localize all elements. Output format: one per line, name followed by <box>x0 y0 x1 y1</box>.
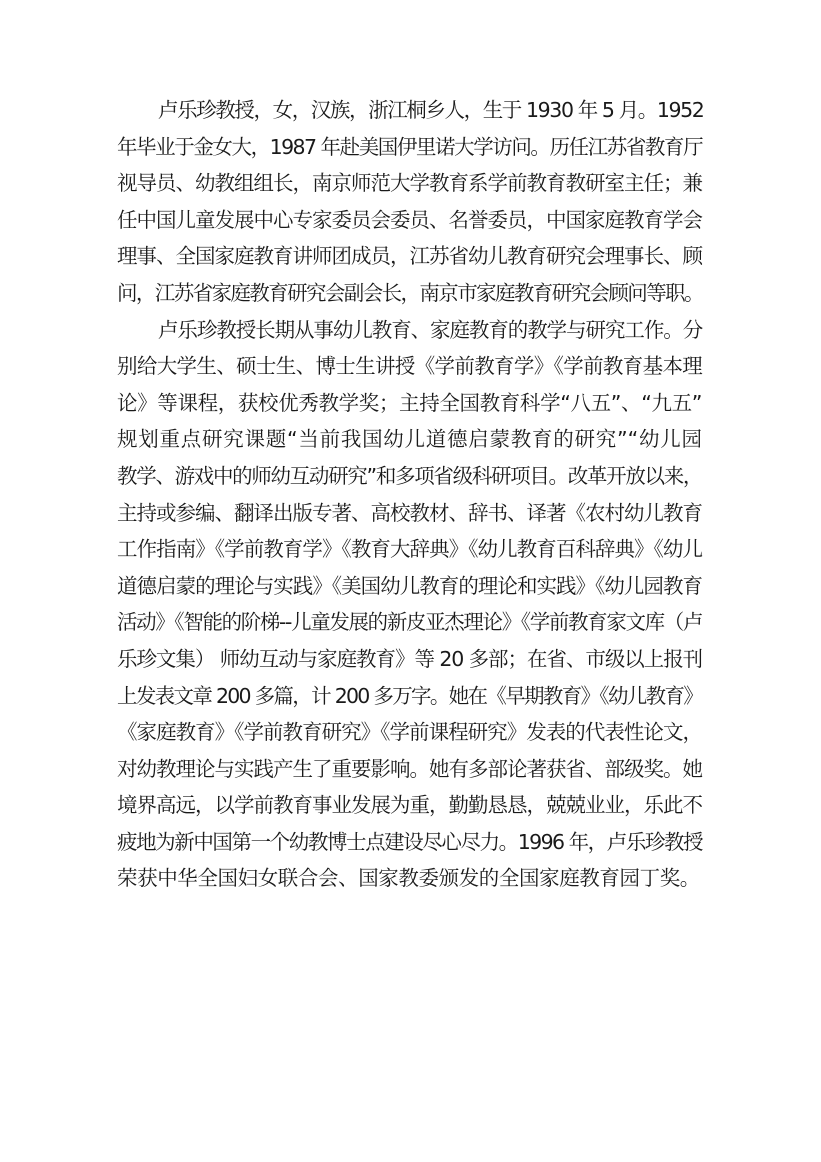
text-line: 乐珍文集） 师幼互动与家庭教育》等 20 多部；在省、市级以上报刊 <box>117 646 702 671</box>
paragraph-biography <box>117 92 702 312</box>
text-line: 对幼教理论与实践产生了重要影响。她有多部论著获省、部级奖。她 <box>117 756 702 781</box>
text-line: 别给大学生、硕士生、博士生讲授《学前教育学》《学前教育基本理 <box>117 354 702 379</box>
text-line: 主持或参编、翻译出版专著、高校教材、辞书、译著《农村幼儿教育 <box>117 500 702 525</box>
text-line: 疲地为新中国第一个幼教博士点建设尽心尽力。1996 年，卢乐珍教授 <box>117 829 702 854</box>
paragraph-career <box>117 312 702 898</box>
text-line: 活动》《智能的阶梯--儿童发展的新皮亚杰理论》《学前教育家文库（卢 <box>117 610 702 635</box>
text-line: 教学、游戏中的师幼互动研究”和多项省级科研项目。改革开放以来， <box>117 463 702 488</box>
text-line: 规划重点研究课题“当前我国幼儿道德启蒙教育的研究”“幼儿园 <box>117 427 702 452</box>
text-line: 视导员、幼教组组长，南京师范大学教育系学前教育教研室主任；兼 <box>117 171 702 196</box>
text-line: 论》等课程，获校优秀教学奖；主持全国教育科学“八五”、“九五” <box>117 390 702 415</box>
text-line: 《家庭教育》《学前教育研究》《学前课程研究》发表的代表性论文， <box>117 720 702 745</box>
body-text <box>117 92 702 897</box>
text-line: 年毕业于金女大，1987 年赴美国伊里诺大学访问。历任江苏省教育厅 <box>117 134 702 159</box>
text-line: 问，江苏省家庭教育研究会副会长，南京市家庭教育研究会顾问等职。 <box>117 280 703 305</box>
text-line: 任中国儿童发展中心专家委员会委员、名誉委员，中国家庭教育学会 <box>117 207 702 232</box>
text-line: 上发表文章 200 多篇，计 200 多万字。她在《早期教育》《幼儿教育》 <box>117 683 702 708</box>
text-line: 境界高远，以学前教育事业发展为重，勤勤恳恳，兢兢业业，乐此不 <box>117 793 702 818</box>
text-line: 卢乐珍教授，女，汉族，浙江桐乡人，生于 1930 年 5 月。1952 <box>158 98 704 122</box>
text-line: 卢乐珍教授长期从事幼儿教育、家庭教育的教学与研究工作。分 <box>158 317 702 342</box>
text-line: 理事、全国家庭教育讲师团成员，江苏省幼儿教育研究会理事长、顾 <box>117 244 702 269</box>
text-line: 道德启蒙的理论与实践》《美国幼儿教育的理论和实践》《幼儿园教育 <box>117 573 702 598</box>
text-line: 荣获中华全国妇女联合会、国家教委颁发的全国家庭教育园丁奖。 <box>117 866 700 891</box>
text-line: 工作指南》《学前教育学》《教育大辞典》《幼儿教育百科辞典》《幼儿 <box>117 537 702 562</box>
